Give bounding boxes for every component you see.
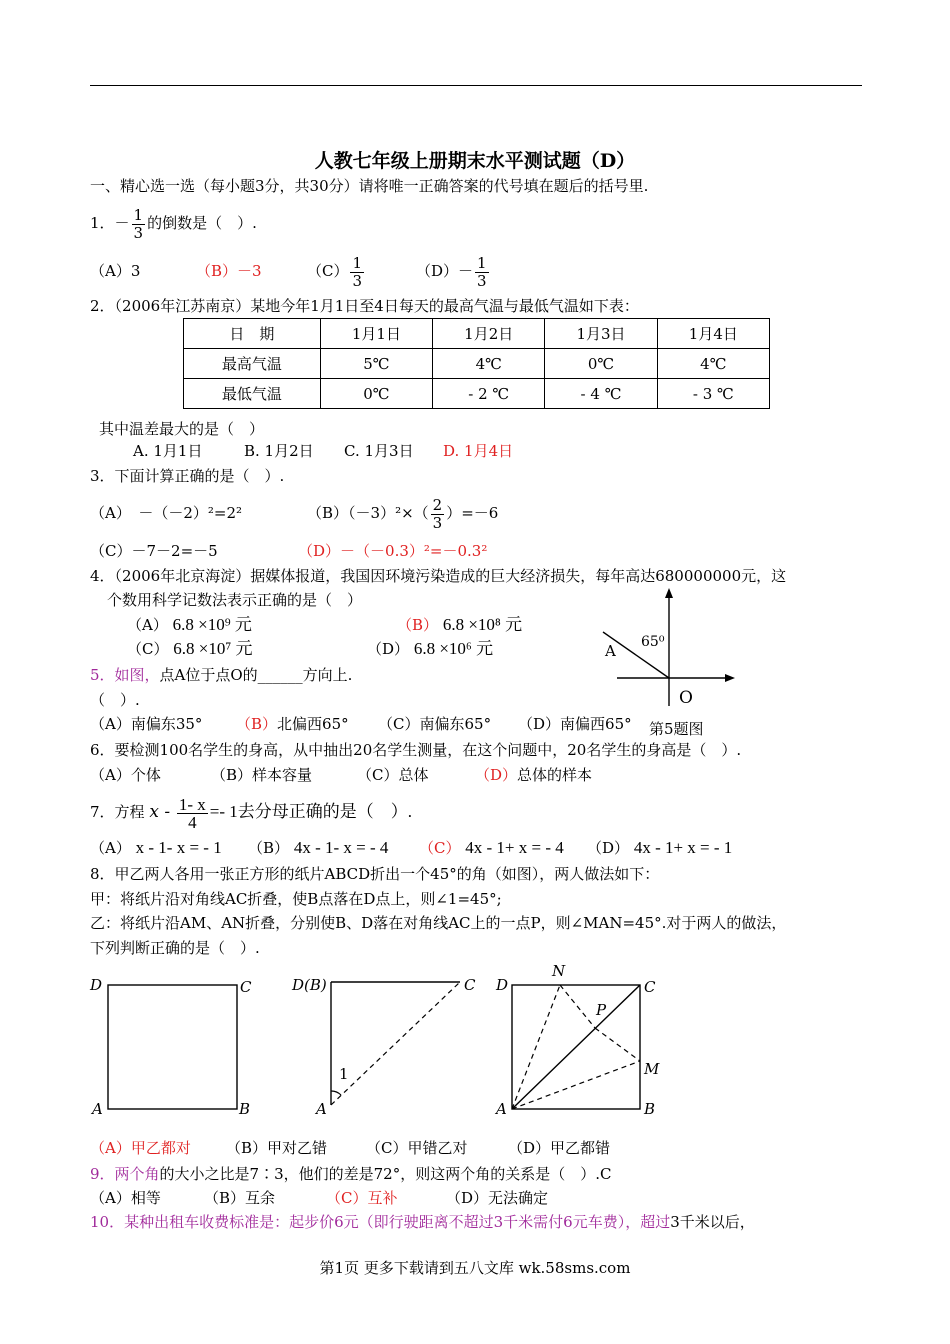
label-a: A: [92, 1100, 103, 1118]
q2-option-d: D. 1月4日: [443, 442, 514, 460]
angle-1-label: 1: [339, 1065, 349, 1083]
fold-diagonal: [331, 982, 460, 1105]
table-cell: 1月2日: [433, 319, 545, 349]
fold-np: [560, 985, 595, 1028]
q2-stem: 2．（2006年江苏南京）某地今年1月1日至4日每天的最高气温与最低气温如下表：: [90, 297, 639, 315]
table-row: [184, 379, 770, 409]
table-cell: - 4 ℃: [545, 379, 657, 409]
square-abcd: [108, 985, 237, 1109]
east-arrow-icon: [725, 674, 735, 682]
table-cell: 1月3日: [545, 319, 657, 349]
table-cell: - 3 ℃: [657, 379, 769, 409]
q8-yi-2: 下列判断正确的是（ ）.: [90, 939, 260, 957]
q7-option-d: （D） 4x - 1+ x = - 1: [587, 838, 733, 857]
q8-jia: 甲：将纸片沿对角线AC折叠，使B点落在D点上，则∠1=45°;: [90, 890, 502, 908]
q7-option-c: （C） 4x - 1+ x = - 4: [419, 838, 564, 857]
q9-option-a: （A）相等: [90, 1189, 161, 1207]
q5-option-c: （C）南偏东65°: [378, 715, 492, 733]
q2-option-c: C. 1月3日: [344, 442, 414, 460]
q2-option-a: A. 1月1日: [133, 442, 203, 460]
label-d: D: [496, 976, 509, 994]
q4-option-b: （B） 6.8 ×10⁸ 元: [397, 615, 523, 634]
diagonal-ac: [512, 985, 640, 1109]
q8-yi-1: 乙：将纸片沿AM、AN折叠，分别使B、D落在对角线AC上的一点P，则∠MAN=45°.对于两人的做法，: [90, 914, 787, 932]
label-c: C: [644, 978, 656, 996]
q4-option-d: （D） 6.8 ×10⁶ 元: [367, 639, 494, 658]
figure-caption: 第5题图: [649, 720, 704, 738]
q7-option-a: （A） x - 1- x = - 1: [90, 838, 222, 857]
page-footer: 第1页 更多下载请到五八文库 wk.58sms.com: [319, 1259, 631, 1277]
q9-option-b: （B）互余: [204, 1189, 276, 1207]
table-cell: 最低气温: [184, 379, 321, 409]
q3-option-d: （D）－（－0.3）²=－0.3²: [298, 542, 488, 560]
q8-option-a: （A）甲乙都对: [90, 1139, 191, 1157]
table-cell: 0℃: [320, 379, 432, 409]
q4-option-a: （A） 6.8 ×10⁹ 元: [127, 615, 252, 634]
temperature-table: [183, 318, 770, 409]
q6-option-a: （A）个体: [90, 766, 161, 784]
table-cell: 1月4日: [657, 319, 769, 349]
q7-option-b: （B） 4x - 1- x = - 4: [248, 838, 389, 857]
q8-option-d: （D）甲乙都错: [508, 1139, 611, 1157]
label-b: B: [644, 1100, 656, 1118]
label-p: P: [596, 1001, 607, 1019]
q1-option-b: （B）－3: [196, 262, 262, 280]
q5-stem: 5．如图，点A位于点O的______方向上.: [90, 666, 353, 684]
q7-stem: 7．方程 x - $\frac{1- x}{4}$ =- 1去分母正确的是（ ）.: [90, 794, 413, 832]
q3-option-a: （A） －（－2）²=2²: [90, 504, 243, 522]
q5-option-b: （B）北偏西65°: [236, 715, 349, 733]
point-a-label: A: [605, 642, 616, 660]
q1-option-a: （A）3: [90, 262, 141, 280]
q8-figure-yi: [490, 960, 680, 1120]
q6-option-c: （C）总体: [357, 766, 429, 784]
table-cell: 日 期: [184, 319, 321, 349]
label-a: A: [496, 1100, 507, 1118]
q8-figure-jia: [288, 964, 488, 1120]
label-b: B: [239, 1100, 251, 1118]
q6-stem: 6．要检测100名学生的身高，从中抽出20名学生测量，在这个问题中，20名学生的身高是（ ）.: [90, 741, 742, 759]
table-cell: 4℃: [657, 349, 769, 379]
table-row: [184, 319, 770, 349]
label-a: A: [316, 1100, 327, 1118]
q8-figure-square: [86, 968, 266, 1120]
q9-stem: 9．两个角的大小之比是7∶3，他们的差是72°，则这两个角的关系是（ ）.C: [90, 1165, 612, 1183]
angle-label: 65⁰: [641, 634, 665, 650]
q9-option-c: （C）互补: [326, 1189, 398, 1207]
q1-option-c: （C） $\frac{1}{3}$: [307, 253, 363, 290]
table-cell: 0℃: [545, 349, 657, 379]
q2-option-b: B. 1月2日: [244, 442, 314, 460]
q1-stem: 1．－ $\frac{1}{3}$ 的倒数是（ ）.: [90, 205, 257, 242]
q1-option-d: （D）－ $\frac{1}{3}$: [416, 253, 487, 290]
section-instruction: 一、精心选一选（每小题3分，共30分）请将唯一正确答案的代号填在题后的括号里.: [90, 177, 649, 195]
label-n: N: [552, 962, 566, 980]
table-cell: 5℃: [320, 349, 432, 379]
fold-an: [512, 985, 560, 1109]
fold-am: [512, 1061, 640, 1109]
point-o-label: O: [679, 688, 693, 708]
q8-option-b: （B）甲对乙错: [226, 1139, 328, 1157]
q5-option-a: （A）南偏东35°: [90, 715, 203, 733]
q4-option-c: （C） 6.8 ×10⁷ 元: [127, 639, 253, 658]
q1-fraction: $\frac{1}{3}$: [133, 205, 144, 242]
header-rule: [90, 85, 862, 86]
table-cell: - 2 ℃: [433, 379, 545, 409]
label-m: M: [644, 1060, 660, 1078]
q3-option-c: （C）－7－2=－5: [90, 542, 218, 560]
table-cell: 1月1日: [320, 319, 432, 349]
label-d: D: [90, 976, 103, 994]
q3-stem: 3．下面计算正确的是（ ）.: [90, 467, 285, 485]
label-db: D(B): [292, 976, 327, 994]
table-cell: 最高气温: [184, 349, 321, 379]
q4-stem-2: 个数用科学记数法表示正确的是（ ）: [107, 591, 363, 609]
table-row: [184, 349, 770, 379]
q3-option-b: （B）（－3）²×（ $\frac{2}{3}$ ）=－6: [307, 495, 499, 532]
q6-option-b: （B）样本容量: [211, 766, 313, 784]
fold-pm: [595, 1028, 640, 1061]
q9-option-d: （D）无法确定: [446, 1189, 549, 1207]
q2-question: 其中温差最大的是（ ）: [99, 420, 265, 438]
q4-stem-1: 4．（2006年北京海淀）据媒体报道，我国因环境污染造成的巨大经济损失，每年高达680000000元，这: [90, 567, 787, 585]
q8-option-c: （C）甲错乙对: [366, 1139, 468, 1157]
q8-stem: 8．甲乙两人各用一张正方形的纸片ABCD折出一个45°的角（如图），两人做法如下：: [90, 865, 660, 883]
q5-option-d: （D）南偏西65°: [518, 715, 632, 733]
q5-paren: （ ）.: [90, 691, 140, 709]
page-title: 人教七年级上册期末水平测试题（D）: [314, 150, 636, 172]
north-arrow-icon: [665, 588, 673, 598]
label-c: C: [464, 976, 476, 994]
q10-stem: 10．某种出租车收费标准是：起步价6元（即行驶距离不超过3千米需付6元车费），超过3千米以后，: [90, 1213, 755, 1231]
table-cell: 4℃: [433, 349, 545, 379]
label-c: C: [240, 978, 252, 996]
q6-option-d: （D）总体的样本: [475, 766, 593, 784]
angle-arc: [331, 1091, 341, 1095]
